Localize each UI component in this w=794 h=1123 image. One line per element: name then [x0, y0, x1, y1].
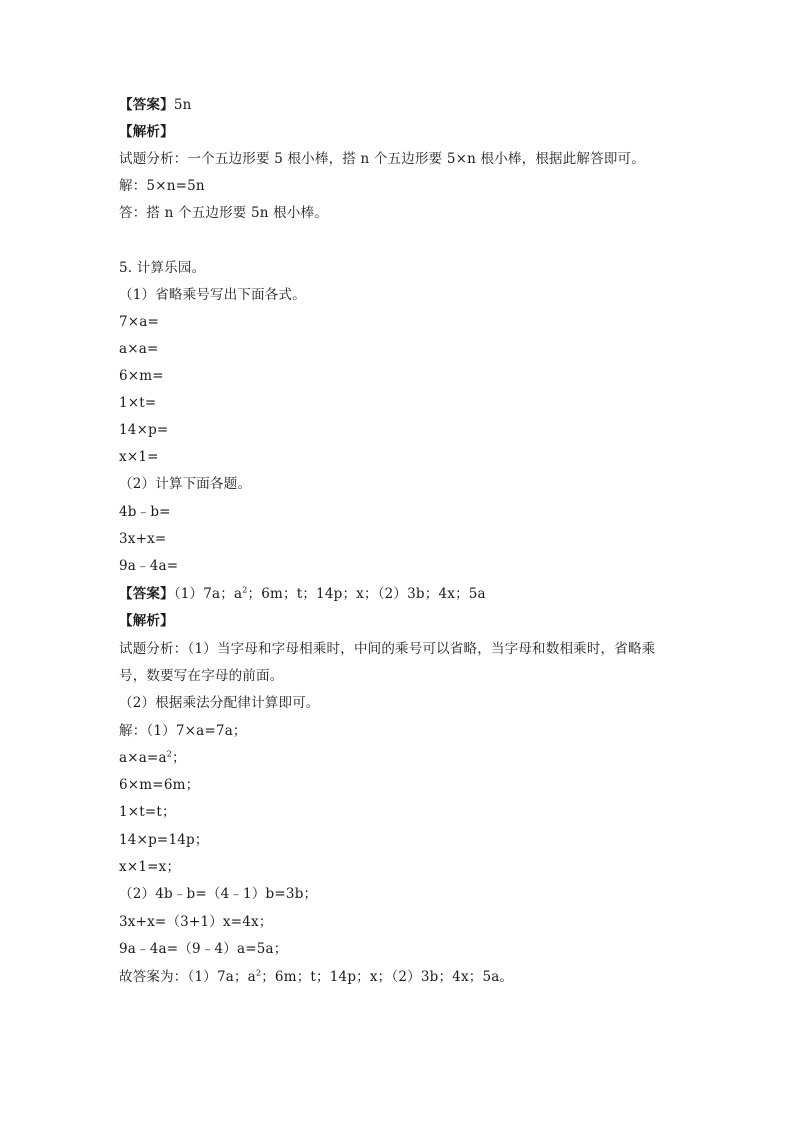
- solution-line: 6×m=6m；: [119, 777, 200, 793]
- solution-line: 3x+x=（3+1）x=4x；: [119, 914, 273, 930]
- part1-item: 14×p=: [119, 422, 169, 438]
- final-post: ；6m；t；14p；x；（2）3b；4x；5a。: [261, 969, 514, 985]
- analysis-label-5: 【解析】: [119, 613, 174, 629]
- solution-line: （2）4b﹣b=（4﹣1）b=3b；: [119, 886, 318, 902]
- solution-line: x×1=x；: [119, 859, 181, 875]
- solution-line: 14×p=14p；: [119, 832, 209, 848]
- answer-pre: （1）7a；a: [173, 586, 243, 602]
- part1-item: a×a=: [119, 341, 159, 357]
- answer-value: 5n: [173, 97, 192, 113]
- sol2-sup: 2: [166, 749, 173, 759]
- part1-item: 1×t=: [119, 395, 157, 411]
- final-answer: [119, 968, 513, 986]
- final-pre: 故答案为：（1）7a；a: [119, 969, 256, 985]
- sol2-pre: a×a=a: [119, 750, 167, 766]
- part1-item: 6×m=: [119, 368, 164, 384]
- solution-line: 1×t=t；: [119, 804, 176, 820]
- reply-4: 答：搭 n 个五边形要 5n 根小棒。: [119, 205, 328, 221]
- solution-line: [119, 749, 186, 767]
- solution-4: 解：5×n=5n: [119, 178, 205, 194]
- solution-line: 9a﹣4a=（9﹣4）a=5a；: [119, 941, 288, 957]
- solution-line: 解：（1）7×a=7a；: [119, 723, 247, 739]
- answer-post: ；6m；t；14p；x；（2）3b；4x；5a: [247, 586, 486, 602]
- sol2-post: ；: [172, 750, 186, 766]
- final-sup: 2: [255, 968, 262, 978]
- part2-item: 9a﹣4a=: [119, 558, 179, 574]
- part2-item: 3x+x=: [119, 531, 167, 547]
- answer-line-4: [119, 96, 192, 114]
- part2-item: 4b﹣b=: [119, 504, 171, 520]
- answer-sup: 2: [242, 585, 248, 595]
- analysis-line-2: 号，数要写在字母的前面。: [119, 668, 284, 684]
- answer-line-5: [119, 585, 486, 603]
- answer-label: 【答案】: [119, 586, 174, 602]
- part1-item: 7×a=: [119, 314, 160, 330]
- question-title-5: 5. 计算乐园。: [119, 260, 206, 276]
- answer-label: 【答案】: [119, 97, 174, 113]
- part1-item: x×1=: [119, 449, 159, 465]
- analysis-line-3: （2）根据乘法分配律计算即可。: [119, 695, 320, 711]
- analysis-line-1: 试题分析：（1）当字母和字母相乘时，中间的乘号可以省略，当字母和数相乘时，省略乘: [119, 641, 656, 657]
- analysis-label-4: 【解析】: [119, 124, 174, 140]
- analysis-text-4: 试题分析：一个五边形要 5 根小棒，搭 n 个五边形要 5×n 根小棒，根据此解答即可。: [119, 151, 645, 167]
- part1-title: （1）省略乘号写出下面各式。: [119, 287, 306, 303]
- part2-title: （2）计算下面各题。: [119, 476, 252, 492]
